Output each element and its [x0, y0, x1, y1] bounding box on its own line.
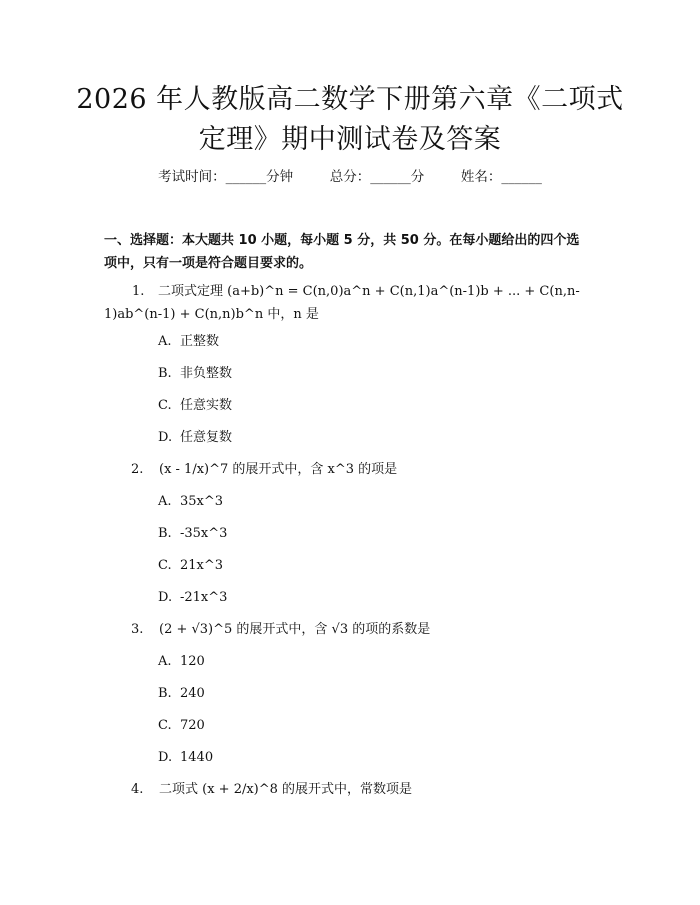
option-3b[interactable]: B. 240	[158, 686, 205, 701]
question-text: (x - 1/x)^7 的展开式中，含 x^3 的项是	[159, 462, 398, 477]
option-3d[interactable]: D. 1440	[158, 750, 214, 765]
title-line-1: 2026 年人教版高二数学下册第六章《二项式	[76, 84, 624, 115]
option-2c[interactable]: C. 21x^3	[158, 558, 224, 573]
question-number: 2.	[131, 462, 144, 477]
exam-meta	[0, 167, 700, 187]
section-heading	[104, 229, 604, 275]
question-1	[104, 280, 604, 326]
total-score-label: 总分：______分	[329, 169, 425, 185]
exam-time-label: 考试时间：______分钟	[158, 169, 294, 185]
option-2b[interactable]: B. -35x^3	[158, 526, 228, 541]
option-3c[interactable]: C. 720	[158, 718, 205, 733]
option-1d[interactable]: D. 任意复数	[158, 430, 233, 445]
option-2a[interactable]: A. 35x^3	[158, 494, 224, 509]
section-heading-line-1: 一、选择题：本大题共 10 小题，每小题 5 分，共 50 分。在每小题给出的四个选	[104, 233, 580, 248]
option-1b[interactable]: B. 非负整数	[158, 366, 233, 381]
question-3	[131, 620, 430, 640]
question-number: 3.	[131, 622, 144, 637]
option-1a[interactable]: A. 正整数	[158, 334, 220, 349]
question-text-line-2: 1)ab^(n-1) + C(n,n)b^n 中，n 是	[104, 307, 319, 322]
question-text-line-1: 二项式定理 (a+b)^n = C(n,0)a^n + C(n,1)a^(n-1)b + ... + C(n,n-	[158, 284, 580, 299]
option-2d[interactable]: D. -21x^3	[158, 590, 228, 605]
question-number: 1.	[132, 284, 145, 299]
question-2	[131, 460, 397, 480]
option-1c[interactable]: C. 任意实数	[158, 398, 233, 413]
student-name-label: 姓名：______	[460, 169, 542, 185]
question-text: 二项式 (x + 2/x)^8 的展开式中，常数项是	[159, 782, 413, 797]
question-text: (2 + √3)^5 的展开式中，含 √3 的项的系数是	[159, 622, 431, 637]
section-heading-line-2: 项中，只有一项是符合题目要求的。	[104, 256, 313, 271]
option-3a[interactable]: A. 120	[158, 654, 205, 669]
title-line-2: 定理》期中测试卷及答案	[198, 124, 502, 155]
question-number: 4.	[131, 782, 144, 797]
page-title	[60, 80, 640, 160]
question-4	[131, 780, 412, 800]
